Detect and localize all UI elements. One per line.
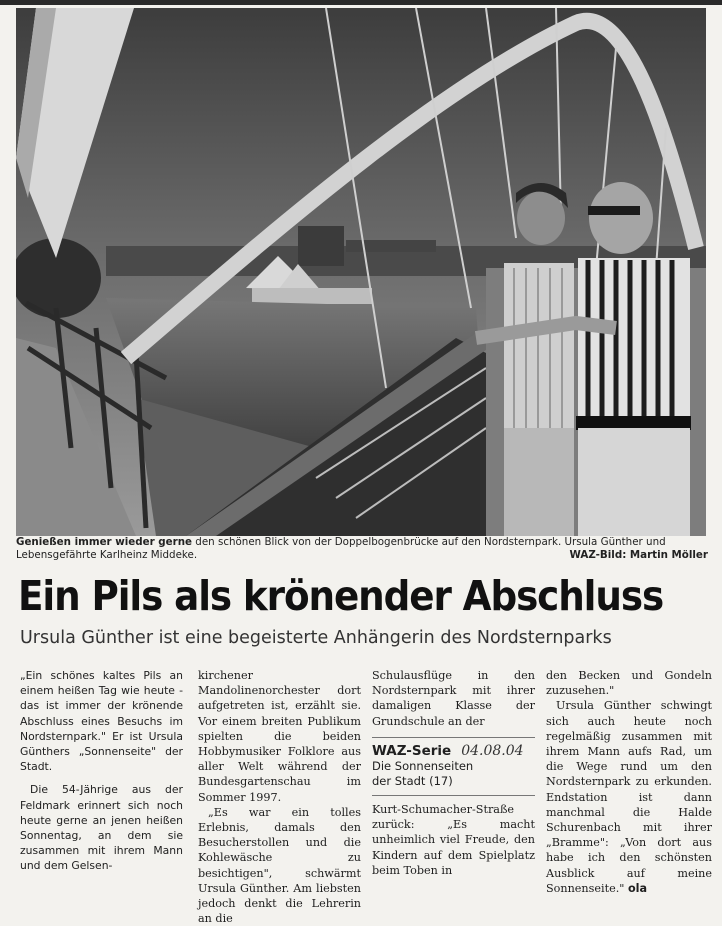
article-column-3 <box>372 668 535 878</box>
col1-paragraph-2: Die 54-Jährige aus der Feldmark erinnert sich noch heute gerne an jenen heißen Sonnentag, an dem sie zusammen mit ihrem Mann und dem Gelsen- <box>20 783 183 873</box>
col4-paragraph-2-text: Ursula Günther schwingt sich auch heute noch regelmäßig zusammen mit ihrem Mann aufs Rad, um die Wege rund um den Nordsternpark zu erkunden. Endstation ist dann manchmal die Halde Schurenbach mit ihrer „Bramme": „Von dort aus habe ich den schönsten Ausblick auf meine Sonnenseite." <box>546 699 712 895</box>
bridge-photo-icon <box>16 8 706 536</box>
series-tag: WAZ-Serie <box>372 742 452 759</box>
series-title-line-1: Die Sonnenseiten <box>372 759 474 774</box>
caption-text: den schönen Blick von der Doppelbogenbrücke auf den Nordsternpark. Ursula Günther und Lebensgefährte Karlheinz Middeke. <box>16 536 666 561</box>
headline: Ein Pils als krönender Abschluss <box>18 572 664 620</box>
col3-paragraph-1: Schulausflüge in den Nordsternpark mit ihrer damaligen Klasse der Grundschule an der <box>372 669 535 728</box>
col2-paragraph-1: kirchener Mandolinenorchester dort aufgetreten ist, erzählt sie. Vor einem breiten Publikum spielten die beiden Hobbymusiker Folklore aus aller Welt während der Bundesgartenschau im Sommer 1997. <box>198 669 361 804</box>
photo-caption <box>16 536 708 562</box>
col4-paragraph-1: den Becken und Gondeln zuzusehen." <box>546 669 712 698</box>
article-column-4 <box>546 668 712 896</box>
article-column-2 <box>198 668 361 926</box>
photo-credit: WAZ-Bild: Martin Möller <box>569 549 708 561</box>
col1-paragraph-1: „Ein schönes kaltes Pils an einem heißen Tag wie heute - das ist immer der krönende Abschluss eines Besuchs im Nordsternpark." Er ist Ursula Günthers „Sonnenseite" der Stadt. <box>20 669 183 774</box>
col4-paragraph-2 <box>546 698 712 896</box>
series-title-line-2: der Stadt (17) <box>372 774 453 789</box>
bridge-photo <box>16 8 706 536</box>
col2-paragraph-2: „Es war ein tolles Erlebnis, damals den Besucherstollen und die Kohlewäsche zu besichtigen", schwärmt Ursula Günther. Am liebsten jedoch denkt die Lehrerin an die <box>198 805 361 926</box>
article-column-1 <box>20 668 183 874</box>
handwritten-date: 04.08.04 <box>461 742 524 759</box>
col3-paragraph-2: Kurt-Schumacher-Straße zurück: „Es macht unheimlich viel Freude, den Kindern auf dem Spielplatz beim Toben in <box>372 803 535 877</box>
top-rule <box>0 0 722 5</box>
caption-lead: Genießen immer wieder gerne <box>16 536 193 548</box>
subheadline: Ursula Günther ist eine begeisterte Anhängerin des Nordsternparks <box>20 628 612 648</box>
author-signature: ola <box>627 881 648 895</box>
series-box <box>372 737 535 796</box>
